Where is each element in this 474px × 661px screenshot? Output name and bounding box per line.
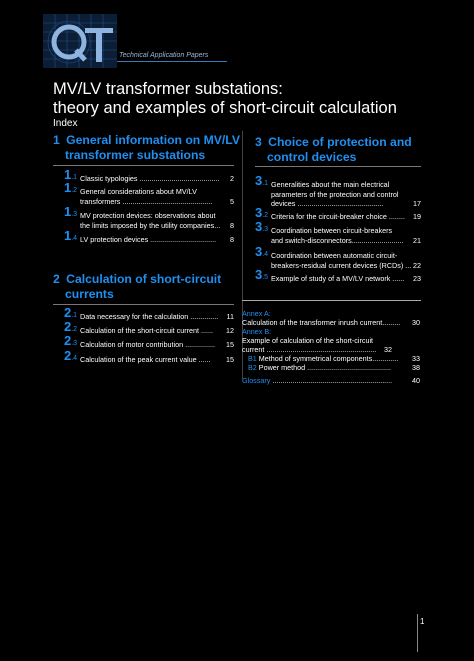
toc-entry-1-3[interactable] (64, 204, 234, 231)
entry-number: 2.4 (64, 348, 78, 363)
entry-text: Generalities about the main electrical parameters of the protection and control devices ........................................... (271, 180, 399, 208)
glossary-page: 40 (412, 376, 420, 385)
page-number: 1 (420, 617, 425, 626)
annex-b1-label: B1 (248, 354, 257, 363)
toc-entry-3-1[interactable] (255, 173, 421, 209)
entry-text: Calculation of the peak current value ...... (80, 355, 211, 364)
annex-rule (242, 300, 421, 301)
glossary-dots: ............................................................ (272, 376, 393, 385)
entry-number: 1.1 (64, 167, 78, 182)
logo-caption: Technical Application Papers (119, 52, 209, 59)
entry-page: 22 (413, 260, 421, 270)
entry-number: 3.5 (255, 267, 269, 282)
section-1-title-line-2: transformer substations (65, 148, 206, 162)
entry-page: 8 (230, 235, 234, 244)
qt-logo (43, 14, 117, 68)
page-number-rule (417, 614, 418, 652)
entry-text: Calculation of motor contribution ............... (80, 340, 216, 349)
section-3-number: 3 (255, 135, 262, 149)
annex-b1-page: 33 (412, 354, 420, 363)
section-1-heading[interactable] (53, 133, 240, 163)
entry-text: MV protection devices: observations about the limits imposed by the utility companies... (80, 211, 221, 230)
entry-text: Classic typologies ........................................ (80, 174, 220, 183)
entry-number: 2.2 (64, 319, 78, 334)
annex-b1-text: Method of symmetrical components............. (258, 354, 399, 363)
section-3-title-line-2: control devices (267, 150, 357, 164)
entry-number: 1.4 (64, 228, 78, 243)
entry-page: 19 (413, 212, 421, 221)
section-1-rule (53, 165, 234, 166)
entry-text: Coordination between automatic circuit- breakers-residual current devices (RCDs) ... (271, 251, 412, 270)
toc-entry-1-2[interactable] (64, 180, 234, 207)
annex-b2-text: Power method .......................................... (258, 363, 392, 372)
section-2-title-line-2: currents (65, 287, 114, 301)
title-line-1: MV/LV transformer substations: (53, 80, 283, 98)
toc-entry-3-3[interactable] (255, 219, 421, 246)
annex-b-text-line-2: current ....................................................... (242, 345, 377, 354)
entry-number: 1.3 (64, 204, 78, 219)
annex-a-label: Annex A: (242, 309, 271, 318)
annex-b2-label: B2 (248, 363, 257, 372)
annex-b2-page: 38 (412, 363, 420, 372)
entry-page: 17 (413, 199, 421, 208)
annex-b-label: Annex B: (242, 327, 272, 336)
title-line-2: theory and examples of short-circuit calculation (53, 99, 397, 117)
entry-text: General considerations about MV/LV transformers ............................................. (80, 187, 213, 206)
entry-page: 2 (230, 174, 234, 183)
entry-text: LV protection devices ................................. (80, 235, 217, 244)
section-3-rule (255, 166, 421, 167)
section-2-rule (53, 304, 234, 305)
section-3-heading[interactable] (255, 135, 412, 165)
entry-text: Criteria for the circuit-breaker choice ........ (271, 212, 405, 221)
toc-entry-3-4[interactable] (255, 244, 421, 271)
entry-page: 5 (230, 196, 234, 206)
entry-page: 12 (226, 326, 234, 335)
logo-rule (117, 61, 227, 62)
section-2-number: 2 (53, 272, 60, 286)
entry-page: 23 (413, 274, 421, 283)
section-2-title-line-1: Calculation of short-circuit (66, 272, 222, 286)
annex-a-page: 30 (412, 318, 420, 327)
entry-number: 3.2 (255, 205, 269, 220)
section-3-title-line-1: Choice of protection and (268, 135, 412, 149)
section-1-title-line-1: General information on MV/LV (66, 133, 240, 147)
entry-page: 21 (413, 235, 421, 245)
section-1-number: 1 (53, 133, 60, 147)
page-title (53, 80, 397, 118)
entry-number: 1.2 (64, 180, 78, 195)
annex-b-page: 32 (384, 345, 392, 354)
entry-page: 15 (226, 355, 234, 364)
annex-a-text: Calculation of the transformer inrush current......... (242, 318, 401, 327)
entry-page: 15 (226, 340, 234, 349)
annex-b2-entry[interactable] (248, 363, 420, 373)
annex-b-text-line-1: Example of calculation of the short-circuit (242, 336, 374, 345)
entry-text: Data necessary for the calculation .............. (80, 312, 219, 321)
entry-number: 2.3 (64, 333, 78, 348)
entry-text: Example of study of a MV/LV network ...... (271, 274, 405, 283)
entry-number: 3.3 (255, 219, 269, 234)
index-label: Index (53, 118, 78, 129)
section-2-heading[interactable] (53, 272, 221, 302)
entry-number: 3.1 (255, 173, 269, 188)
glossary-entry[interactable] (242, 376, 420, 386)
entry-text: Coordination between circuit-breakers and switch-disconnectors.......................... (271, 226, 404, 245)
entry-page: 8 (230, 220, 234, 230)
entry-text: Calculation of the short-circuit current ...... (80, 326, 214, 335)
entry-number: 3.4 (255, 244, 269, 259)
entry-page: 11 (226, 312, 234, 321)
glossary-label: Glossary (242, 376, 271, 385)
entry-number: 2.1 (64, 305, 78, 320)
